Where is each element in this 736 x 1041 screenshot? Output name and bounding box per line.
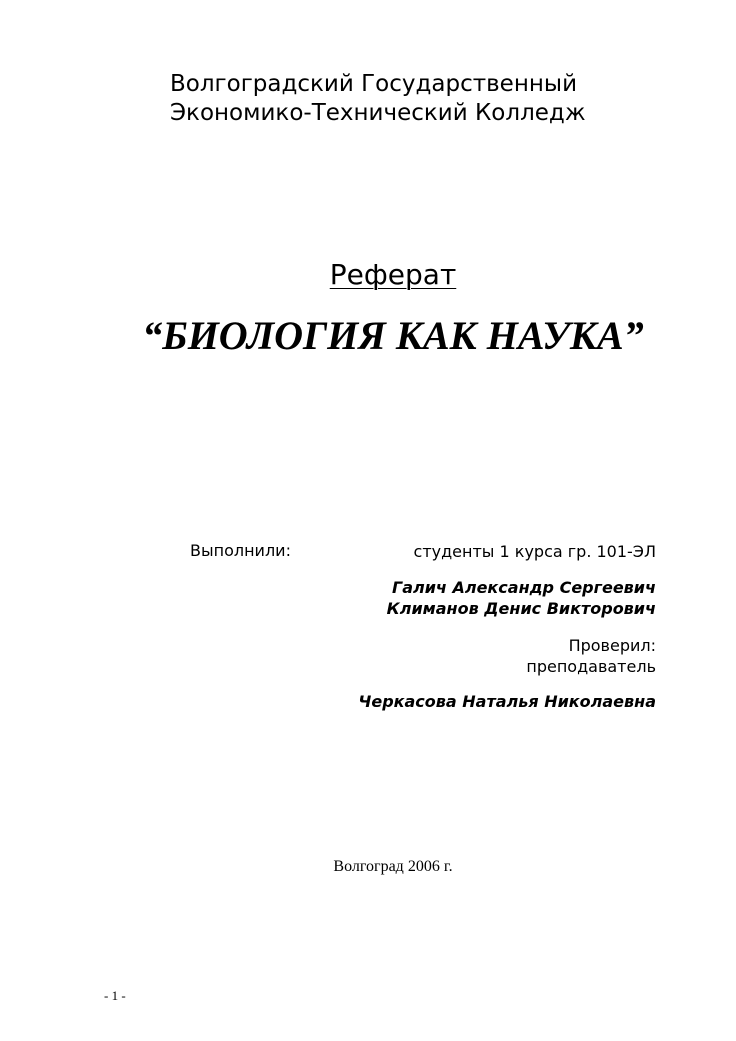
checked-by-block bbox=[526, 635, 656, 677]
checked-by-role: преподаватель bbox=[526, 657, 656, 676]
performed-by-label: Выполнили: bbox=[190, 541, 291, 560]
student-name-1: Галич Александр Сергеевич bbox=[392, 578, 656, 597]
page-number: - 1 - bbox=[104, 988, 126, 1003]
teacher-name: Черкасова Наталья Николаевна bbox=[358, 692, 656, 711]
student-name-2: Климанов Денис Викторович bbox=[386, 599, 656, 618]
institution-line-1: Волгоградский Государственный bbox=[170, 71, 578, 97]
checked-by-label: Проверил: bbox=[568, 636, 656, 655]
institution-line-2: Экономико-Технический Колледж bbox=[170, 100, 586, 126]
document-type: Реферат bbox=[329, 258, 457, 291]
students-description: студенты 1 курса гр. 101-ЭЛ bbox=[413, 542, 656, 561]
document-title: “БИОЛОГИЯ КАК НАУКА” bbox=[142, 313, 644, 358]
city-year: Волгоград 2006 г. bbox=[333, 858, 453, 875]
institution-name bbox=[170, 70, 586, 128]
student-names bbox=[387, 577, 656, 619]
